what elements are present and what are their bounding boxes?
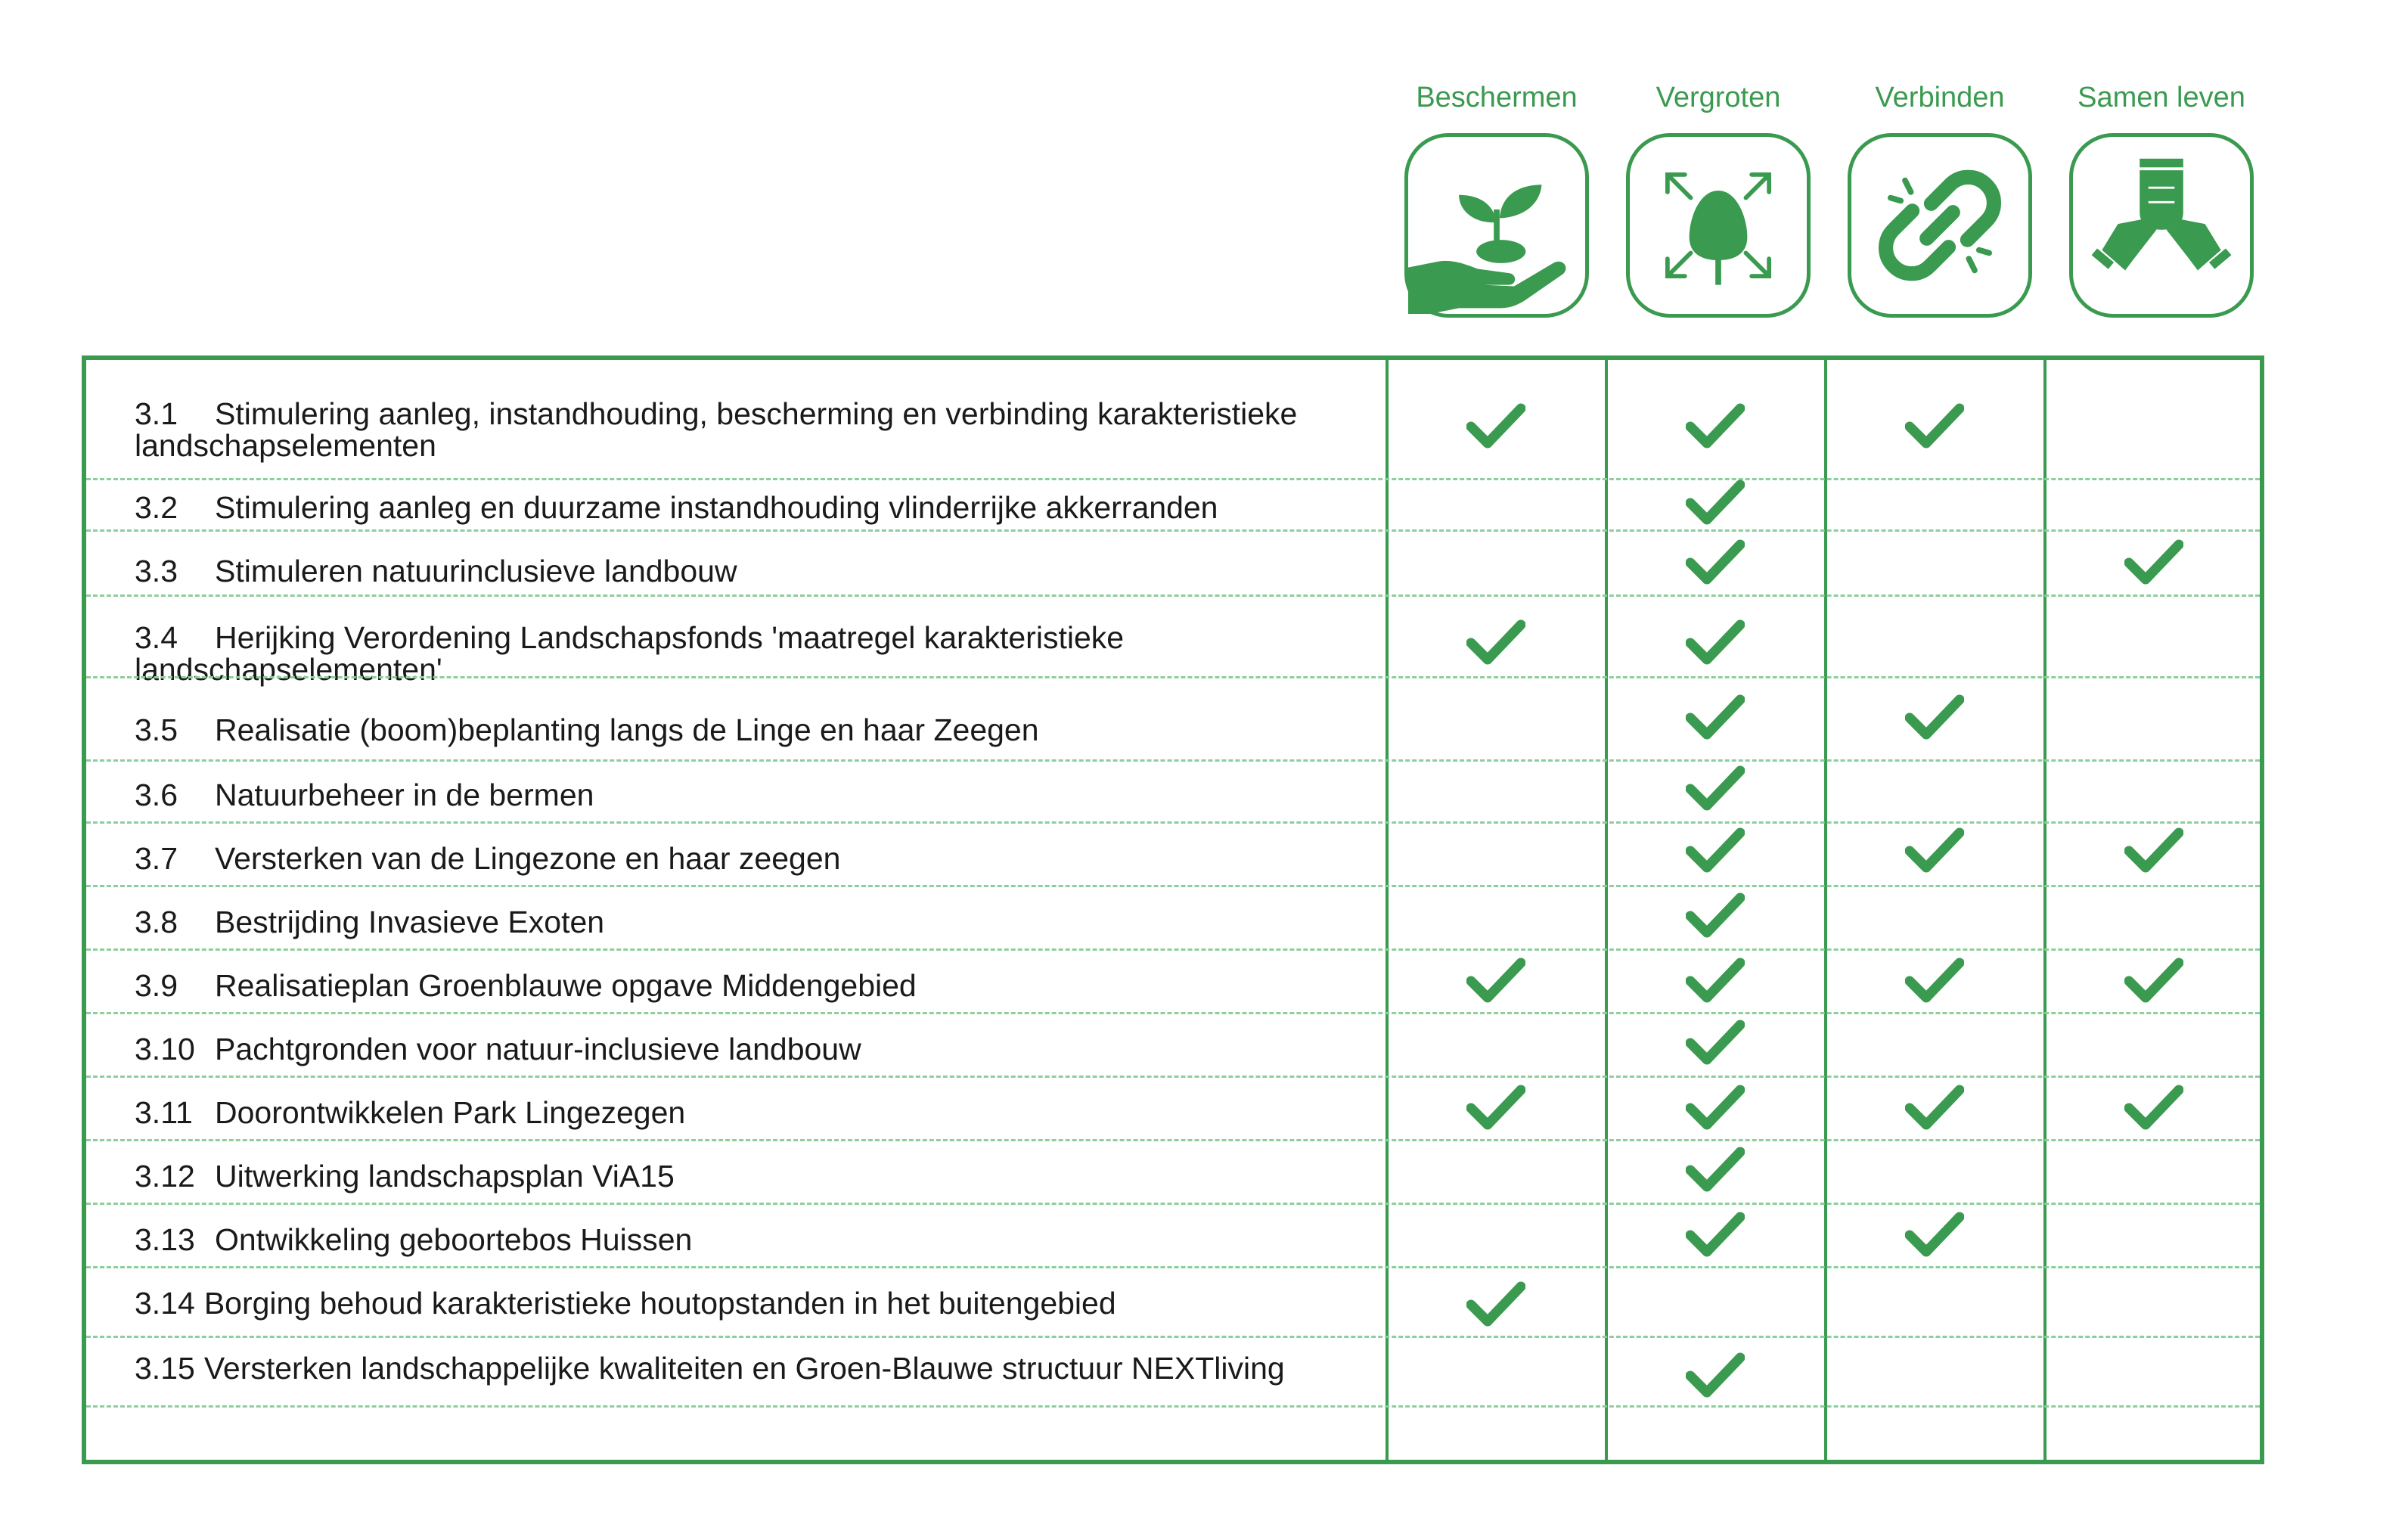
row-separator	[86, 1203, 2260, 1205]
check-icon	[1686, 1082, 1745, 1132]
row-title: Doorontwikkelen Park Lingezegen	[215, 1095, 686, 1130]
row-separator	[86, 1012, 2260, 1014]
row-title: Stimulering aanleg, instandhouding, bescherming en verbinding karakteristieke	[215, 396, 1298, 431]
row-number: 3.11	[135, 1095, 193, 1130]
check-icon	[1905, 401, 1964, 451]
stacked-hands-icon	[2069, 133, 2254, 318]
row-label	[135, 1160, 675, 1192]
row-separator	[86, 759, 2260, 762]
row-separator	[86, 529, 2260, 532]
check-icon	[1905, 955, 1964, 1005]
row-separator	[86, 885, 2260, 887]
check-icon	[1686, 1209, 1745, 1259]
check-icon	[2124, 537, 2183, 587]
row-label	[135, 1352, 1285, 1384]
row-number: 3.5	[135, 712, 178, 747]
check-icon	[1905, 825, 1964, 875]
column-divider	[1824, 355, 1827, 1464]
row-number: 3.15	[135, 1351, 195, 1386]
row-separator	[86, 948, 2260, 951]
row-label	[135, 492, 1218, 523]
row-title: Herijking Verordening Landschapsfonds 'maatregel karakteristieke	[215, 620, 1125, 655]
row-title: Natuurbeheer in de bermen	[215, 778, 594, 812]
row-separator	[86, 1266, 2260, 1268]
row-label	[135, 1033, 861, 1065]
row-separator	[86, 478, 2260, 480]
row-number: 3.14	[135, 1286, 195, 1321]
check-icon	[1905, 692, 1964, 742]
check-icon	[1686, 763, 1745, 813]
check-icon	[1466, 401, 1525, 451]
row-number: 3.13	[135, 1222, 195, 1257]
row-title: Ontwikkeling geboortebos Huissen	[215, 1222, 693, 1257]
column-header-vergroten: Vergroten	[1656, 82, 1781, 113]
row-title: Realisatie (boom)beplanting langs de Linge en haar Zeegen	[215, 712, 1039, 747]
column-header-verbinden: Verbinden	[1875, 82, 2005, 113]
row-number: 3.9	[135, 968, 178, 1003]
check-icon	[1686, 692, 1745, 742]
row-label	[135, 555, 737, 587]
row-number: 3.7	[135, 841, 178, 876]
check-icon	[1686, 1144, 1745, 1194]
check-icon	[1686, 890, 1745, 940]
row-separator	[86, 1405, 2260, 1408]
check-icon	[1905, 1209, 1964, 1259]
check-icon	[2124, 955, 2183, 1005]
row-label	[135, 970, 917, 1001]
row-title: Stimuleren natuurinclusieve landbouw	[215, 554, 737, 588]
column-divider	[1605, 355, 1608, 1464]
check-icon	[1466, 955, 1525, 1005]
check-icon	[1466, 617, 1525, 667]
chain-link-icon	[1848, 133, 2032, 318]
check-icon	[1686, 401, 1745, 451]
check-icon	[1686, 477, 1745, 527]
check-icon	[1466, 1279, 1525, 1329]
row-title: Versterken landschappelijke kwaliteiten en Groen-Blauwe structuur NEXTliving	[203, 1351, 1285, 1386]
row-title-continued: landschapselementen	[135, 428, 436, 463]
row-number: 3.8	[135, 905, 178, 939]
row-separator	[86, 676, 2260, 678]
check-icon	[1466, 1082, 1525, 1132]
column-divider	[1386, 355, 1389, 1464]
row-title: Borging behoud karakteristieke houtopstanden in het buitengebied	[203, 1286, 1116, 1321]
row-title: Stimulering aanleg en duurzame instandhouding vlinderrijke akkerranden	[215, 490, 1218, 525]
row-number: 3.12	[135, 1159, 195, 1194]
row-number: 3.4	[135, 620, 178, 655]
row-label	[135, 714, 1039, 746]
row-title: Bestrijding Invasieve Exoten	[215, 905, 605, 939]
column-divider	[2043, 355, 2046, 1464]
row-label	[135, 398, 1297, 461]
hand-seedling-icon	[1404, 133, 1589, 318]
tree-expand-icon	[1626, 133, 1811, 318]
row-number: 3.6	[135, 778, 178, 812]
check-icon	[1686, 537, 1745, 587]
row-number: 3.3	[135, 554, 178, 588]
check-icon	[2124, 825, 2183, 875]
row-number: 3.1	[135, 396, 178, 431]
column-header-samen-leven: Samen leven	[2078, 82, 2245, 113]
check-icon	[1686, 1350, 1745, 1400]
check-icon	[1686, 617, 1745, 667]
row-label	[135, 1287, 1116, 1319]
row-separator	[86, 1336, 2260, 1338]
row-label	[135, 906, 604, 938]
row-title: Versterken van de Lingezone en haar zeegen	[215, 841, 841, 876]
column-header-beschermen: Beschermen	[1416, 82, 1578, 113]
row-title: Uitwerking landschapsplan ViA15	[215, 1159, 675, 1194]
row-number: 3.10	[135, 1032, 195, 1066]
row-separator	[86, 1076, 2260, 1078]
row-label	[135, 1097, 685, 1128]
row-label	[135, 779, 594, 811]
check-icon	[2124, 1082, 2183, 1132]
check-icon	[1686, 825, 1745, 875]
check-icon	[1905, 1082, 1964, 1132]
row-title: Realisatieplan Groenblauwe opgave Middengebied	[215, 968, 917, 1003]
row-separator	[86, 1139, 2260, 1141]
check-icon	[1686, 1017, 1745, 1067]
row-separator	[86, 821, 2260, 824]
row-number: 3.2	[135, 490, 178, 525]
row-separator	[86, 594, 2260, 597]
row-label	[135, 843, 840, 874]
row-title-continued: landschapselementen'	[135, 652, 442, 687]
row-label	[135, 1224, 692, 1256]
row-title: Pachtgronden voor natuur-inclusieve landbouw	[215, 1032, 861, 1066]
check-icon	[1686, 955, 1745, 1005]
